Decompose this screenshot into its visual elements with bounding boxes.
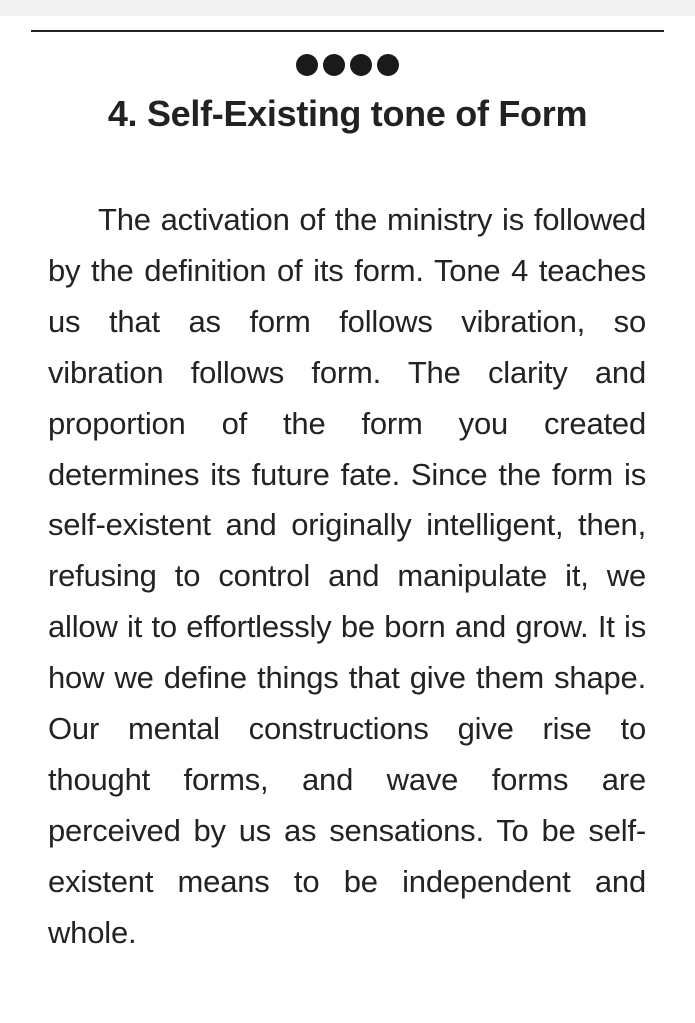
separator-dot [377,54,399,76]
separator-dot [296,54,318,76]
separator-dot [323,54,345,76]
top-strip [0,0,695,16]
separator-dot [350,54,372,76]
section-paragraph: The activation of the ministry is followed by the definition of its form. Tone 4 teaches us that as form follows vibration, so vibration follows form. The clarity and proportion of the form you created determines its future fate. Since the form is self-existent and originally intelligent, then, refusing to control and manipulate it, we allow it to effortlessly be born and grow. It is how we define things that give them shape. Our mental constructions give rise to thought forms, and wave forms are perceived by us as sensations. To be self-existent means to be independent and whole. [48,202,646,950]
section-heading: 4. Self-Existing tone of Form [107,93,588,134]
separator-dots [0,54,695,76]
horizontal-rule [31,30,664,32]
